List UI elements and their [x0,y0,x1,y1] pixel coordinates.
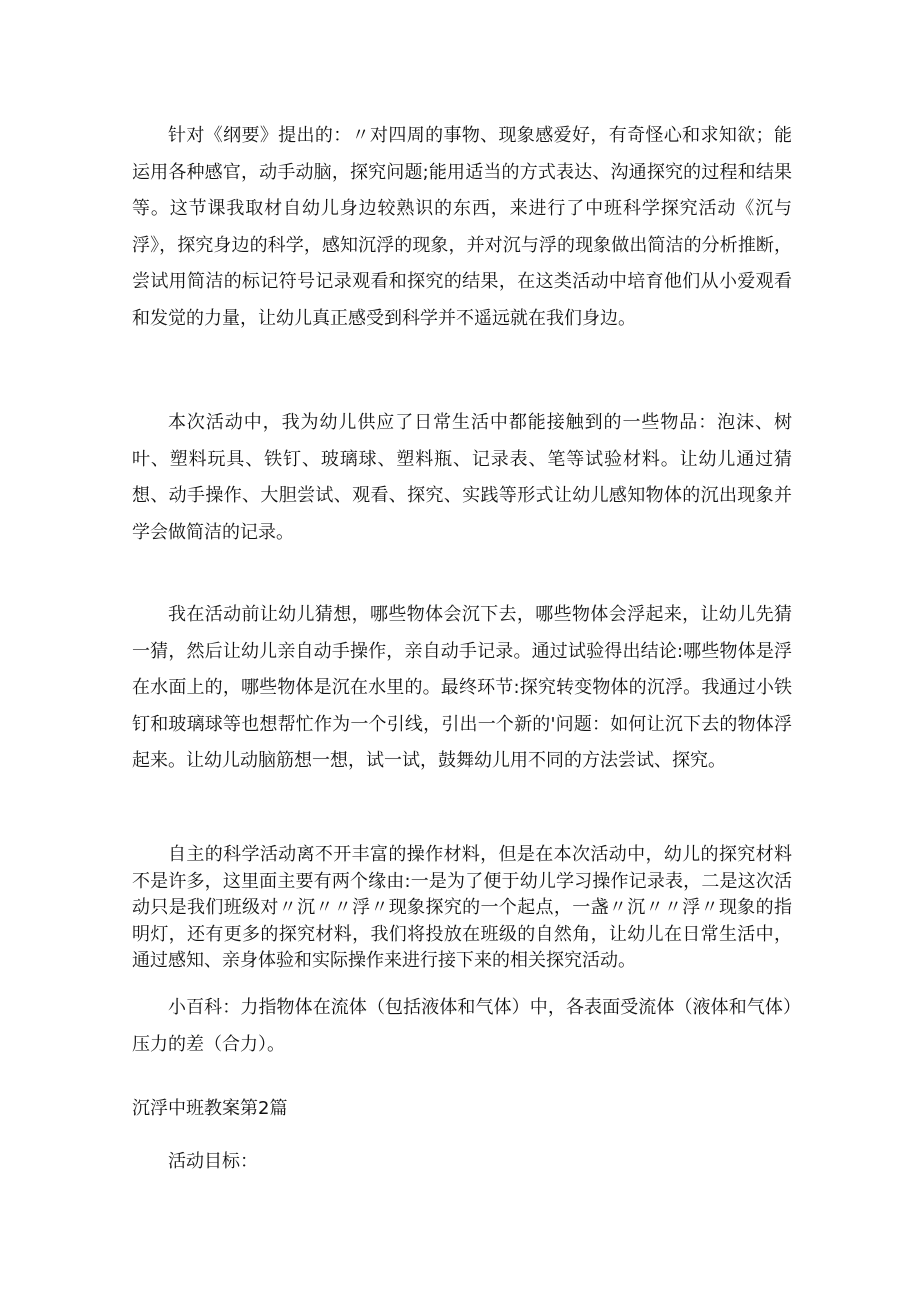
paragraph-encyclopedia: 小百科：力指物体在流体（包括液体和气体）中，各表面受流体（液体和气体）压力的差（合力）。 [132,997,792,1055]
paragraph-process: 我在活动前让幼儿猜想，哪些物体会沉下去，哪些物体会浮起来，让幼儿先猜一猜，然后让幼儿亲自动手操作，亲自动手记录。通过试验得出结论:哪些物体是浮在水面上的，哪些物体是沉在水里的。最终环节:探究转变物体的沉浮。我通过小铁钉和玻璃球等也想帮忙作为一个引线，引出一个新的'问题：如何让沉下去的物体浮起来。让幼儿动脑筋想一想，试一试，鼓舞幼儿用不同的方法尝试、探究。 [132,604,792,772]
paragraph-reflection: 自主的科学活动离不开丰富的操作材料，但是在本次活动中，幼儿的探究材料不是许多，这里面主要有两个缘由:一是为了便于幼儿学习操作记录表，二是这次活动只是我们班级对〃沉〃〃浮〃现象探究的一个起点，一盏〃沉〃〃浮〃现象的指明灯，还有更多的探究材料，我们将投放在班级的自然角，让幼儿在日常生活中，通过感知、亲身体验和实际操作来进行接下来的相关探究活动。 [132,844,792,972]
section-heading: 沉浮中班教案第2篇 [132,1098,288,1119]
paragraph-materials: 本次活动中，我为幼儿供应了日常生活中都能接触到的一些物品：泡沫、树叶、塑料玩具、铁钉、玻璃球、塑料瓶、记录表、笔等试验材料。让幼儿通过猜想、动手操作、大胆尝试、观看、探究、实践等形式让幼儿感知物体的沉出现象并学会做简洁的记录。 [132,412,792,543]
paragraph-intro: 针对《纲要》提出的：〃对四周的事物、现象感爱好，有奇怪心和求知欲；能运用各种感官，动手动脑，探究问题;能用适当的方式表达、沟通探究的过程和结果等。这节课我取材自幼儿身边较熟识的东西，来进行了中班科学探究活动《沉与浮》，探究身边的科学，感知沉浮的现象，并对沉与浮的现象做出简洁的分析推断，尝试用简洁的标记符号记录观看和探究的结果，在这类活动中培育他们从小爱观看和发觉的力量，让幼儿真正感受到科学并不遥远就在我们身边。 [132,125,792,329]
section-subheading: 活动目标： [168,1151,258,1172]
